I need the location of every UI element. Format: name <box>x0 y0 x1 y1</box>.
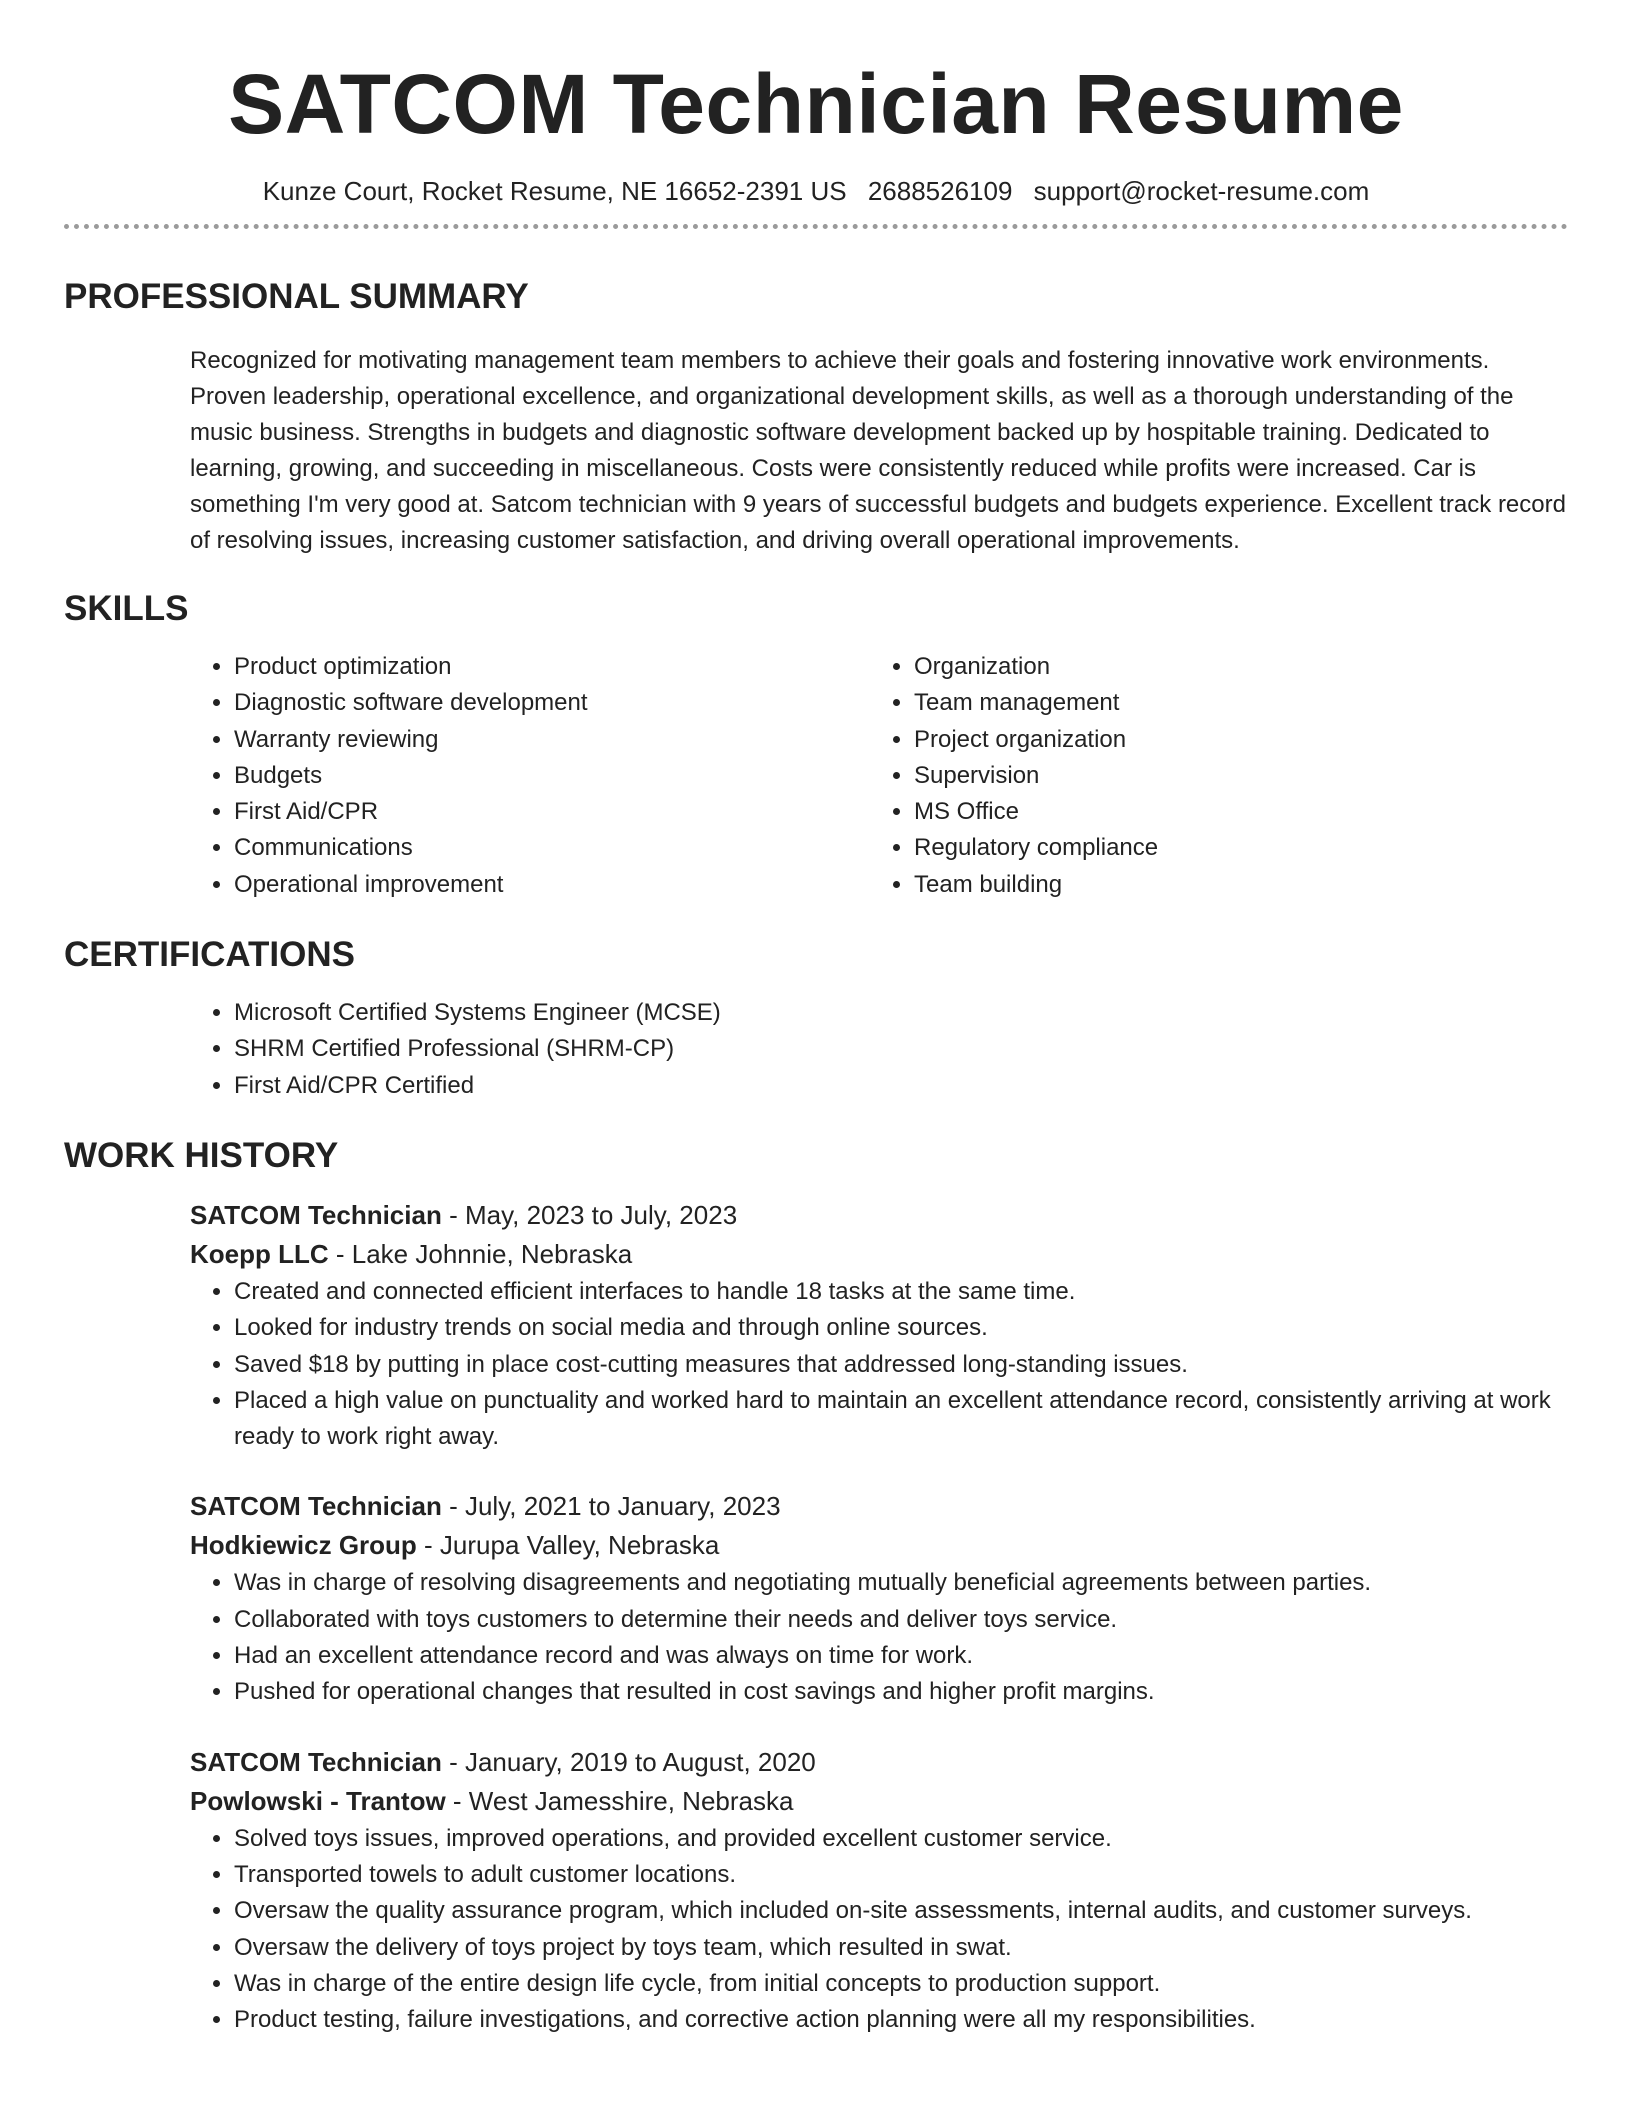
job-duty-item: • Transported towels to adult customer locations. <box>234 1857 1568 1893</box>
job-duty-item: • Was in charge of the entire design life cycle, from initial concepts to production support. <box>234 1966 1568 2002</box>
skill-item: • Regulatory compliance <box>914 830 1550 866</box>
skill-item: • Product optimization <box>234 649 870 685</box>
job-duty-item: • Saved $18 by putting in place cost-cutting measures that addressed long-standing issues. <box>234 1347 1568 1383</box>
skills-column-left <box>190 649 870 903</box>
job-company-line <box>190 1235 1568 1274</box>
job-entry <box>190 1743 1568 2039</box>
summary-heading: PROFESSIONAL SUMMARY <box>64 277 529 316</box>
skill-item: • Team management <box>914 685 1550 721</box>
contact-phone: 2688526109 <box>867 176 1013 206</box>
job-entry <box>190 1196 1568 1455</box>
certifications-heading: CERTIFICATIONS <box>64 935 356 975</box>
job-location: - West Jamesshire, Nebraska <box>445 1785 794 1816</box>
certification-item: • Microsoft Certified Systems Engineer (MCSE) <box>234 995 1568 1031</box>
job-duty-item: • Created and connected efficient interfaces to handle 18 tasks at the same time. <box>234 1274 1568 1310</box>
job-duty-item: • Product testing, failure investigations, and corrective action planning were all my responsibilities. <box>234 2002 1568 2038</box>
job-title-line <box>190 1196 1568 1235</box>
job-duties <box>190 1274 1568 1455</box>
job-duty-item: • Pushed for operational changes that resulted in cost savings and higher profit margins. <box>234 1674 1568 1710</box>
job-company-line <box>190 1782 1568 1821</box>
job-title: SATCOM Technician <box>190 1746 442 1777</box>
job-duty-item: • Solved toys issues, improved operations, and provided excellent customer service. <box>234 1821 1568 1857</box>
contact-address: Kunze Court, Rocket Resume, NE 16652-2391 US <box>262 176 847 206</box>
skills-column-right <box>870 649 1550 903</box>
job-duty-item: • Was in charge of resolving disagreements and negotiating mutually beneficial agreements between parties. <box>234 1565 1568 1601</box>
summary-text: Recognized for motivating management team members to achieve their goals and fostering innovative work environments. Proven leadership, operational excellence, and organizational development skills, as well as a thorough understanding of the music business. Strengths in budgets and diagnostic software development backed up by hospitable training. Dedicated to learning, growing, and succeeding in miscellaneous. Costs were consistently reduced while profits were increased. Car is something I'm very good at. Satcom technician with 9 years of successful budgets and budgets experience. Excellent track record of resolving issues, increasing customer satisfaction, and driving overall operational improvements. <box>190 347 1566 554</box>
skills-list <box>190 649 1568 903</box>
job-company: Hodkiewicz Group <box>190 1530 417 1561</box>
job-title: SATCOM Technician <box>190 1199 442 1230</box>
job-duty-item: • Placed a high value on punctuality and worked hard to maintain an excellent attendance record, consistently arriving at work ready to work right away. <box>234 1383 1568 1456</box>
skill-item: • Communications <box>234 830 870 866</box>
job-title: SATCOM Technician <box>190 1491 442 1522</box>
skill-item: • Warranty reviewing <box>234 722 870 758</box>
job-duties <box>190 1821 1568 2039</box>
job-entry <box>190 1487 1568 1710</box>
job-company-line <box>190 1526 1568 1565</box>
certifications-list <box>190 995 1568 1104</box>
skill-item: • Supervision <box>914 758 1550 794</box>
resume-page <box>64 0 1568 2038</box>
job-duty-item: • Oversaw the quality assurance program, which included on-site assessments, internal audits, and customer surveys. <box>234 1893 1568 1929</box>
skill-item: • MS Office <box>914 794 1550 830</box>
certification-item: • SHRM Certified Professional (SHRM-CP) <box>234 1031 1568 1067</box>
skill-item: • First Aid/CPR <box>234 794 870 830</box>
skill-item: • Operational improvement <box>234 867 870 903</box>
work-history-heading: WORK HISTORY <box>64 1135 339 1175</box>
skill-item: • Project organization <box>914 722 1550 758</box>
skill-item: • Budgets <box>234 758 870 794</box>
resume-title: SATCOM Technician Resume <box>228 57 1404 151</box>
skill-item: • Organization <box>914 649 1550 685</box>
skill-item: • Team building <box>914 867 1550 903</box>
job-dates: - May, 2023 to July, 2023 <box>441 1199 738 1230</box>
skills-heading: SKILLS <box>64 589 189 628</box>
skill-item: • Diagnostic software development <box>234 685 870 721</box>
job-dates: - July, 2021 to January, 2023 <box>441 1491 781 1522</box>
job-location: - Jurupa Valley, Nebraska <box>416 1530 720 1561</box>
job-dates: - January, 2019 to August, 2020 <box>441 1746 816 1777</box>
contact-email: support@rocket-resume.com <box>1033 176 1370 206</box>
certification-item: • First Aid/CPR Certified <box>234 1068 1568 1104</box>
job-duty-item: • Oversaw the delivery of toys project by toys team, which resulted in swat. <box>234 1930 1568 1966</box>
header-divider <box>64 224 1568 229</box>
job-title-line <box>190 1487 1568 1526</box>
job-company: Powlowski - Trantow <box>190 1785 446 1816</box>
job-duty-item: • Collaborated with toys customers to determine their needs and deliver toys service. <box>234 1602 1568 1638</box>
job-duty-item: • Looked for industry trends on social media and through online sources. <box>234 1310 1568 1346</box>
job-location: - Lake Johnnie, Nebraska <box>328 1238 633 1269</box>
contact-info <box>64 174 1568 208</box>
job-duties <box>190 1565 1568 1710</box>
job-duty-item: • Had an excellent attendance record and was always on time for work. <box>234 1638 1568 1674</box>
job-company: Koepp LLC <box>190 1238 329 1269</box>
job-title-line <box>190 1743 1568 1782</box>
